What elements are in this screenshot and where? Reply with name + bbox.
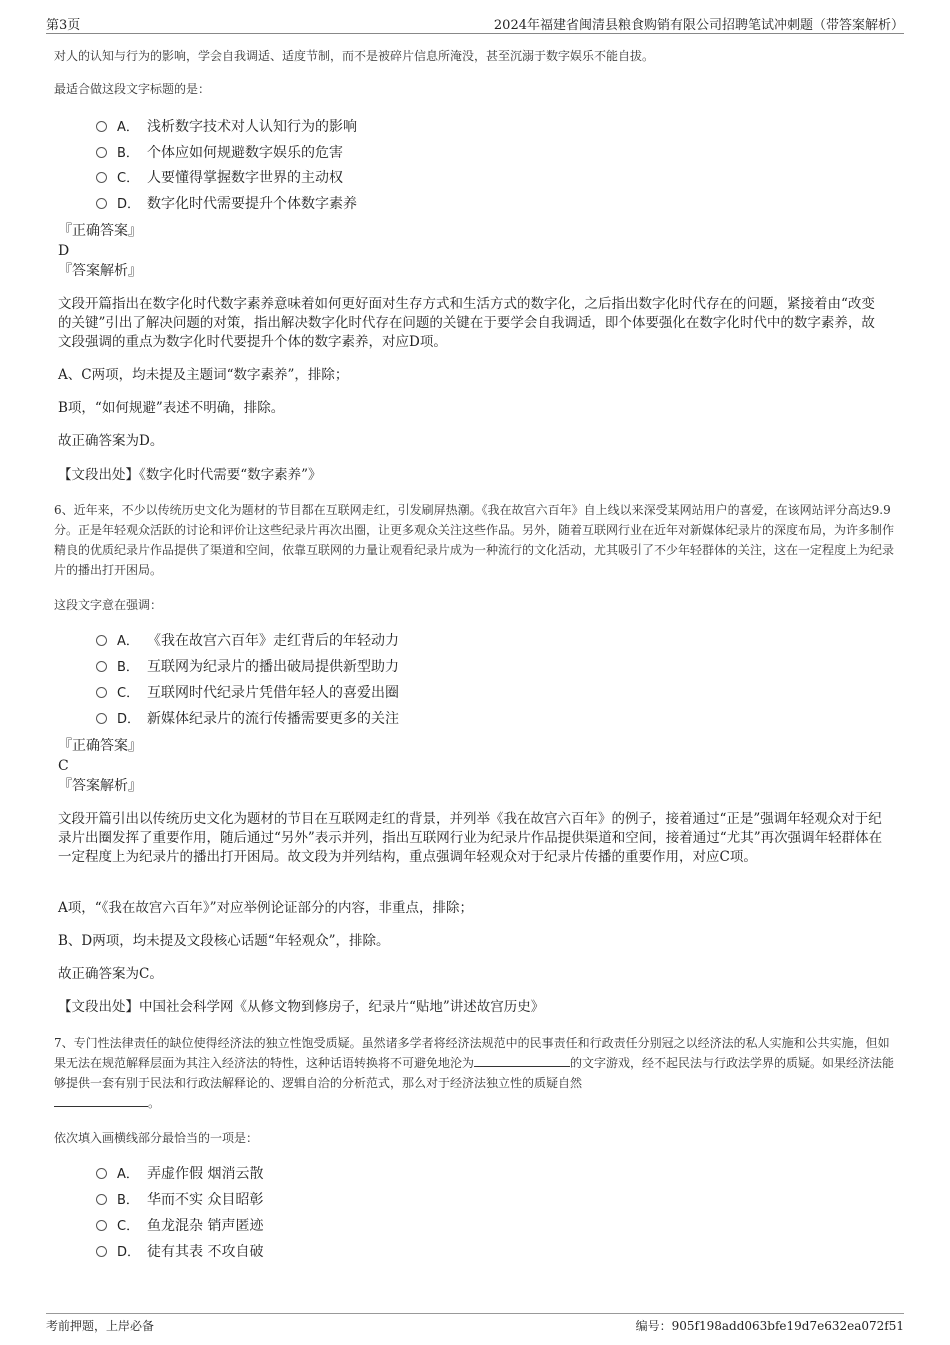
q6-source: 【文段出处】中国社会科学网《从修文物到修房子，纪录片“贴地”讲述故宫历史》 <box>58 999 545 1015</box>
radio-icon[interactable] <box>96 1194 107 1205</box>
page-footer <box>46 1313 904 1333</box>
q6-analysis-label: 『答案解析』 <box>58 778 142 794</box>
radio-icon[interactable] <box>96 198 107 209</box>
q5-analysis-b: B项，“如何规避”表述不明确，排除。 <box>58 400 285 416</box>
q6-conclusion: 故正确答案为C。 <box>58 966 163 982</box>
q7-option-c[interactable]: C． 鱼龙混杂 销声匿迹 <box>96 1216 263 1237</box>
q5-analysis-label: 『答案解析』 <box>58 263 142 279</box>
q5-option-d[interactable]: D． 数字化时代需要提升个体数字素养 <box>96 194 357 215</box>
q6-answer-label: 『正确答案』 <box>58 738 142 754</box>
footer-slogan: 考前押题，上岸必备 <box>46 1319 155 1333</box>
q5-prompt: 最适合做这段文字标题的是： <box>54 82 211 96</box>
q5-option-c[interactable]: C． 人要懂得掌握数字世界的主动权 <box>96 168 343 189</box>
q7-prompt: 依次填入画横线部分最恰当的一项是： <box>54 1131 259 1145</box>
q7-option-a[interactable]: A． 弄虚作假 烟消云散 <box>96 1164 263 1185</box>
q5-answer-label: 『正确答案』 <box>58 223 142 239</box>
page-number: 第3页 <box>46 18 81 33</box>
q6-option-a[interactable]: A． 《我在故宫六百年》走红背后的年轻动力 <box>96 631 399 652</box>
q6-answer: C <box>58 758 69 774</box>
q5-option-b[interactable]: B． 个体应如何规避数字娱乐的危害 <box>96 143 343 164</box>
radio-icon[interactable] <box>96 687 107 698</box>
radio-icon[interactable] <box>96 172 107 183</box>
q6-analysis-a: A项，“《我在故宫六百年》”对应举例论证部分的内容，非重点，排除； <box>58 900 474 916</box>
q5-answer: D <box>58 243 70 259</box>
fill-blank-1[interactable] <box>474 1054 570 1067</box>
document-id: 编号：905f198add063bfe19d7e632ea072f51 <box>635 1319 904 1333</box>
q5-option-a[interactable]: A． 浅析数字技术对人认知行为的影响 <box>96 117 357 138</box>
radio-icon[interactable] <box>96 1246 107 1257</box>
q6-stem: 6、近年来，不少以传统历史文化为题材的节目都在互联网走红，引发刷屏热潮。《我在故宫六百年》自上线以来深受某网站用户的喜爱，在该网站评分高达9.9分。正是年轻观众活跃的讨论和评价让这些纪录片再次出圈，让更多观众关注这些作品。另外，随着互联网行业在近年对新媒体纪录片的深度布局，为许多制作精良的优质纪录片作品提供了渠道和空间，依靠互联网的力量让观看纪录片成为一种流行的文化活动，尤其吸引了不少年轻群体的关注，这在一定程度上为纪录片的播出打开困局。 <box>54 503 895 577</box>
radio-icon[interactable] <box>96 635 107 646</box>
q7-option-d[interactable]: D． 徒有其表 不攻自破 <box>96 1242 263 1263</box>
radio-icon[interactable] <box>96 147 107 158</box>
q6-analysis-main: 文段开篇引出以传统历史文化为题材的节目在互联网走红的背景，并列举《我在故宫六百年》的例子，接着通过“正是”强调年轻观众对于纪录片出圈发挥了重要作用，随后通过“另外”表示并列，指出互联网行业为纪录片作品提供渠道和空间，接着通过“尤其”再次强调年轻群体在一定程度上为纪录片的播出打开困局。故文段为并列结构，重点强调年轻观众对于纪录片传播的重要作用，对应C项。 <box>58 811 883 865</box>
page-header <box>46 14 904 34</box>
q5-conclusion: 故正确答案为D。 <box>58 433 164 449</box>
radio-icon[interactable] <box>96 1220 107 1231</box>
q7-stem: 7、专门性法律责任的缺位使得经济法的独立性饱受质疑。虽然诸多学者将经济法规范中的民事责任和行政责任分别冠之以经济法的私人实施和公共实施，但如果无法在规范解释层面为其注入经济法的特性，这种话语转换将不可避免地沦为 的文字游戏，经不起民法与行政法学界的质疑。如果经济法能够提供一套有别于民法和行政法解释论的、逻辑自洽的分析范式，那么对于经济法独立性的质疑自然 。 <box>54 1036 895 1110</box>
radio-icon[interactable] <box>96 661 107 672</box>
q5-stem-tail: 对人的认知与行为的影响，学会自我调适、适度节制，而不是被碎片信息所淹没，甚至沉溺于数字娱乐不能自拔。 <box>54 49 655 63</box>
q5-source: 【文段出处】《数字化时代需要“数字素养”》 <box>58 467 322 483</box>
q6-option-b[interactable]: B． 互联网为纪录片的播出破局提供新型助力 <box>96 657 399 678</box>
radio-icon[interactable] <box>96 1168 107 1179</box>
q5-analysis-ac: A、C两项，均未提及主题词“数字素养”，排除； <box>58 367 349 383</box>
fill-blank-2[interactable] <box>54 1094 148 1107</box>
q5-analysis-main: 文段开篇指出在数字化时代数字素养意味着如何更好面对生存方式和生活方式的数字化，之后指出数字化时代存在的问题，紧接着由“改变的关键”引出了解决问题的对策，指出解决数字化时代存在问题的关键在于要学会自我调适，即个体要强化在数字化时代中的数字素养，故文段强调的重点为数字化时代要提升个体的数字素养，对应D项。 <box>58 296 875 350</box>
q6-option-c[interactable]: C． 互联网时代纪录片凭借年轻人的喜爱出圈 <box>96 683 399 704</box>
q6-analysis-bd: B、D两项，均未提及文段核心话题“年轻观众”，排除。 <box>58 933 390 949</box>
document-title: 2024年福建省闽清县粮食购销有限公司招聘笔试冲刺题（带答案解析） <box>493 18 904 33</box>
q6-option-d[interactable]: D． 新媒体纪录片的流行传播需要更多的关注 <box>96 709 399 730</box>
radio-icon[interactable] <box>96 713 107 724</box>
radio-icon[interactable] <box>96 121 107 132</box>
q7-option-b[interactable]: B． 华而不实 众目昭彰 <box>96 1190 263 1211</box>
q6-prompt: 这段文字意在强调： <box>54 598 163 612</box>
